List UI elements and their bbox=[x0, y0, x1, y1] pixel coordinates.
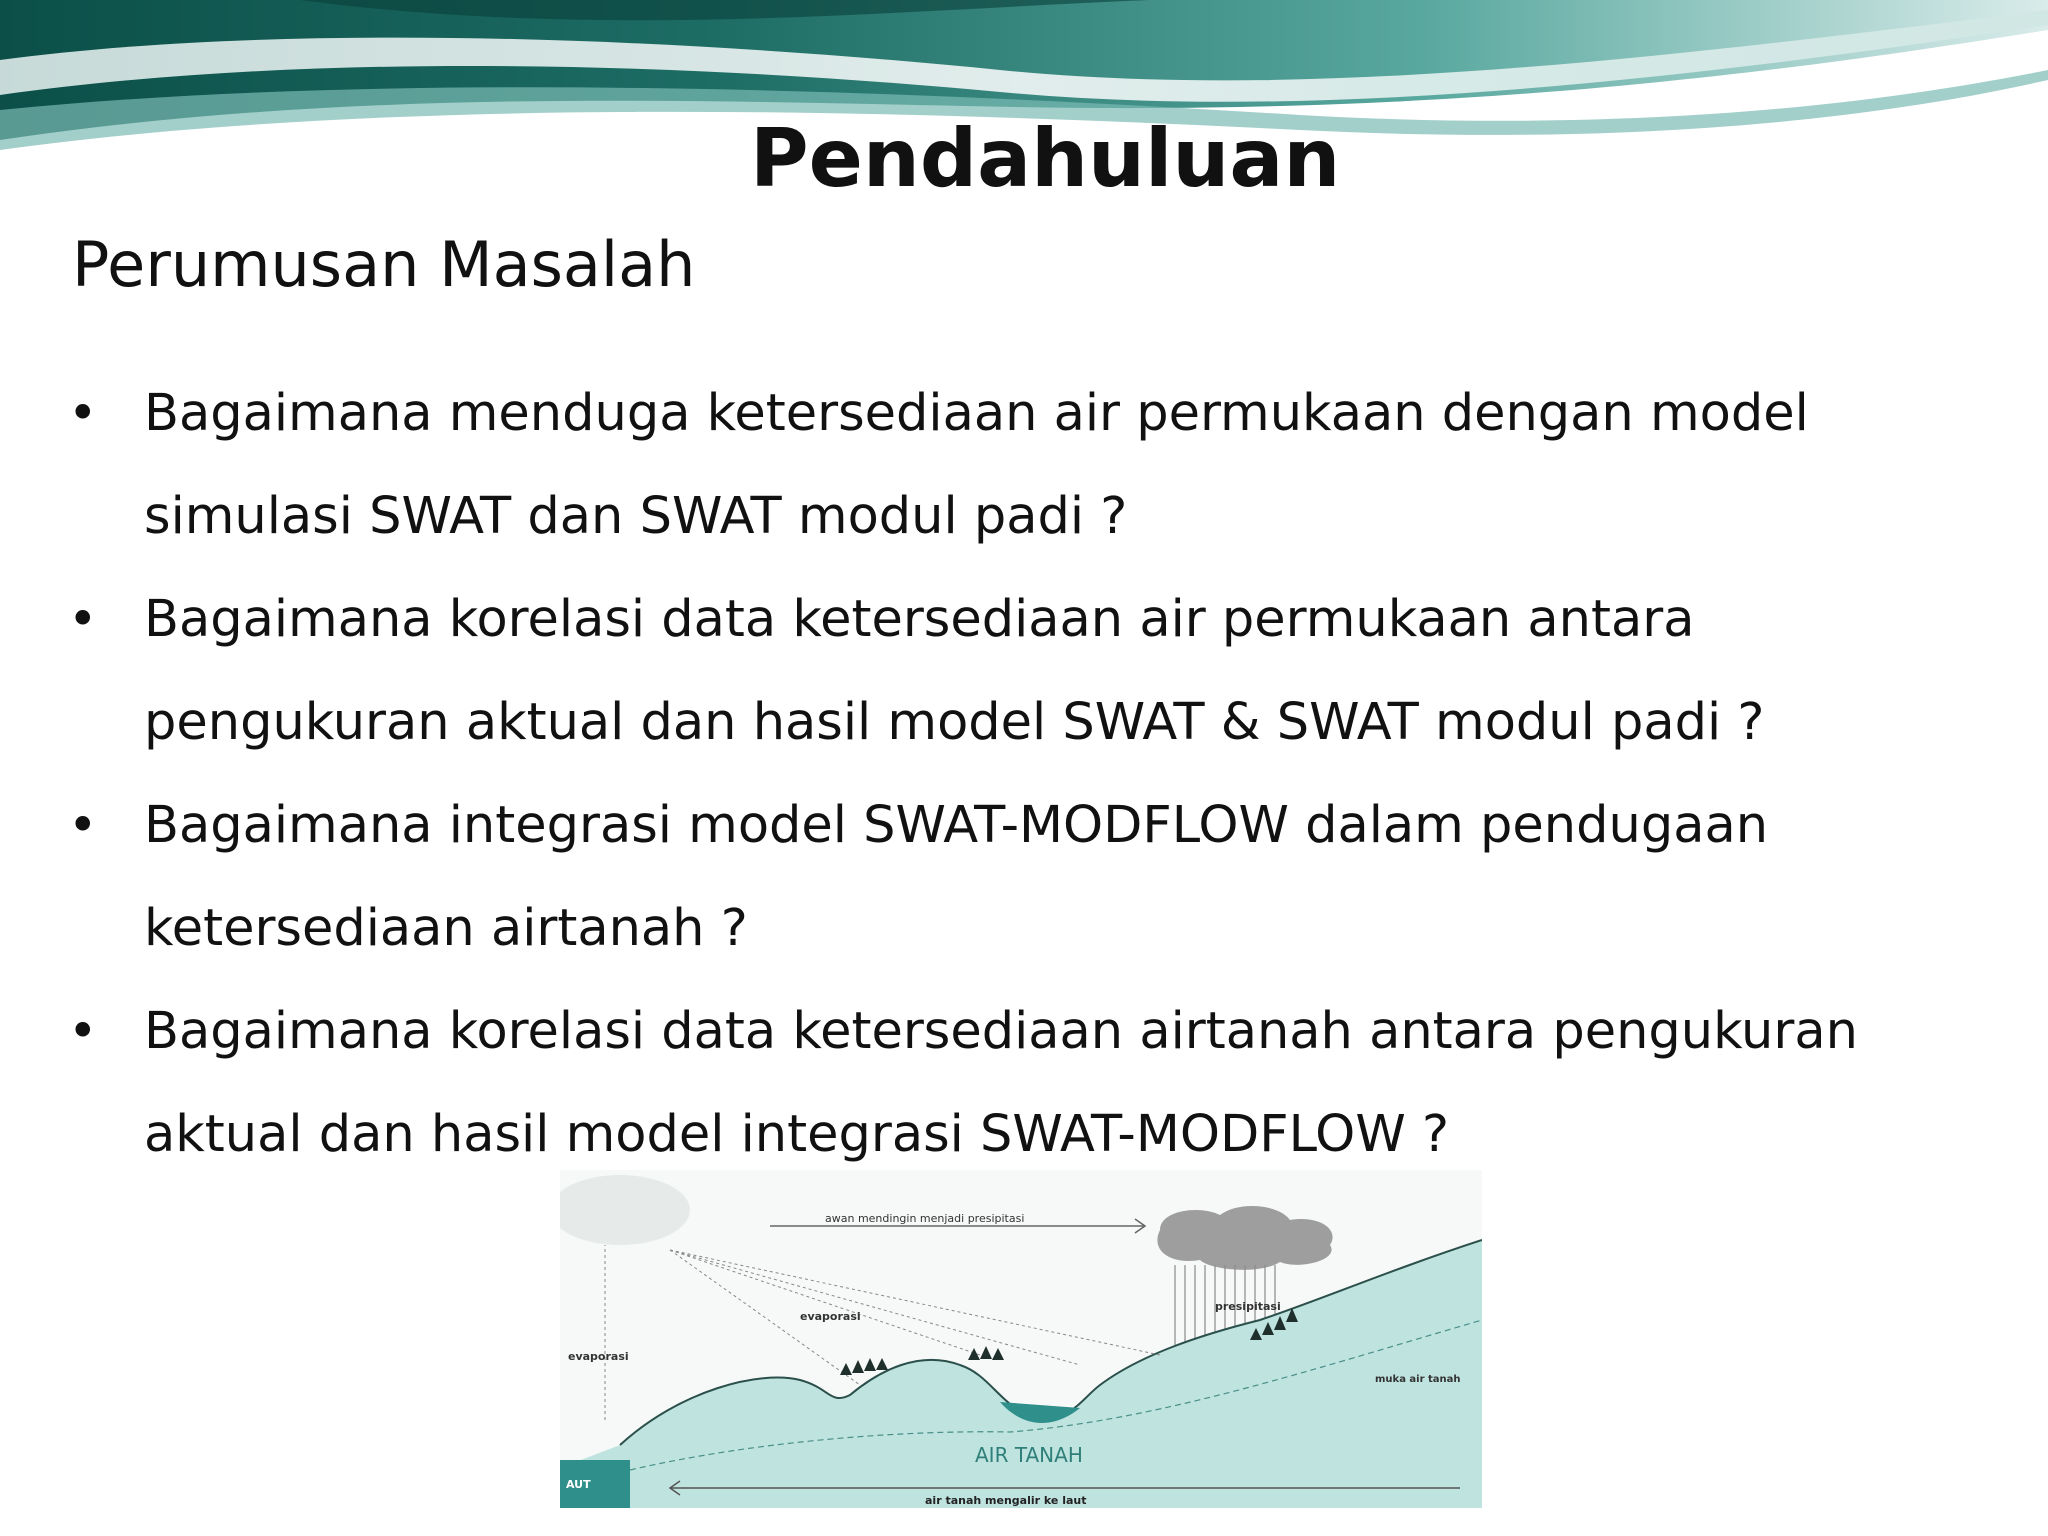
sea-label: AUT bbox=[566, 1478, 591, 1491]
slide-title: Pendahuluan bbox=[750, 112, 1341, 205]
bullet-dot: • bbox=[68, 1002, 98, 1060]
evaporation-left-label: evaporasi bbox=[568, 1350, 629, 1363]
slide-subtitle: Perumusan Masalah bbox=[72, 228, 696, 301]
water-cycle-diagram bbox=[560, 1170, 1482, 1508]
bullet-item-2 bbox=[60, 568, 2010, 774]
bullet-item-3 bbox=[60, 774, 2010, 980]
water-table-label: muka air tanah bbox=[1375, 1374, 1461, 1385]
bullet-dot: • bbox=[68, 796, 98, 854]
problem-list bbox=[60, 362, 2010, 1186]
bullet-dot: • bbox=[68, 590, 98, 648]
bullet-text-2: Bagaimana korelasi data ketersediaan air permukaan antara pengukuran aktual dan hasil model SWAT & SWAT modul padi ? bbox=[144, 590, 1765, 752]
bullet-text-3: Bagaimana integrasi model SWAT-MODFLOW dalam pendugaan ketersediaan airtanah ? bbox=[144, 796, 1769, 958]
bullet-item-4 bbox=[60, 980, 2010, 1186]
bullet-item-1 bbox=[60, 362, 2010, 568]
evaporation-mid-label: evaporasi bbox=[800, 1310, 861, 1323]
bottom-arrow-label: air tanah mengalir ke laut bbox=[925, 1494, 1087, 1507]
bullet-dot: • bbox=[68, 384, 98, 442]
bullet-text-4: Bagaimana korelasi data ketersediaan airtanah antara pengukuran aktual dan hasil model integrasi SWAT-MODFLOW ? bbox=[144, 1002, 1858, 1164]
precipitation-label: presipitasi bbox=[1215, 1300, 1281, 1313]
top-arrow-label: awan mendingin menjadi presipitasi bbox=[825, 1212, 1025, 1225]
bullet-text-1: Bagaimana menduga ketersediaan air permukaan dengan model simulasi SWAT dan SWAT modul padi ? bbox=[144, 384, 1809, 546]
groundwater-label: AIR TANAH bbox=[975, 1443, 1083, 1467]
